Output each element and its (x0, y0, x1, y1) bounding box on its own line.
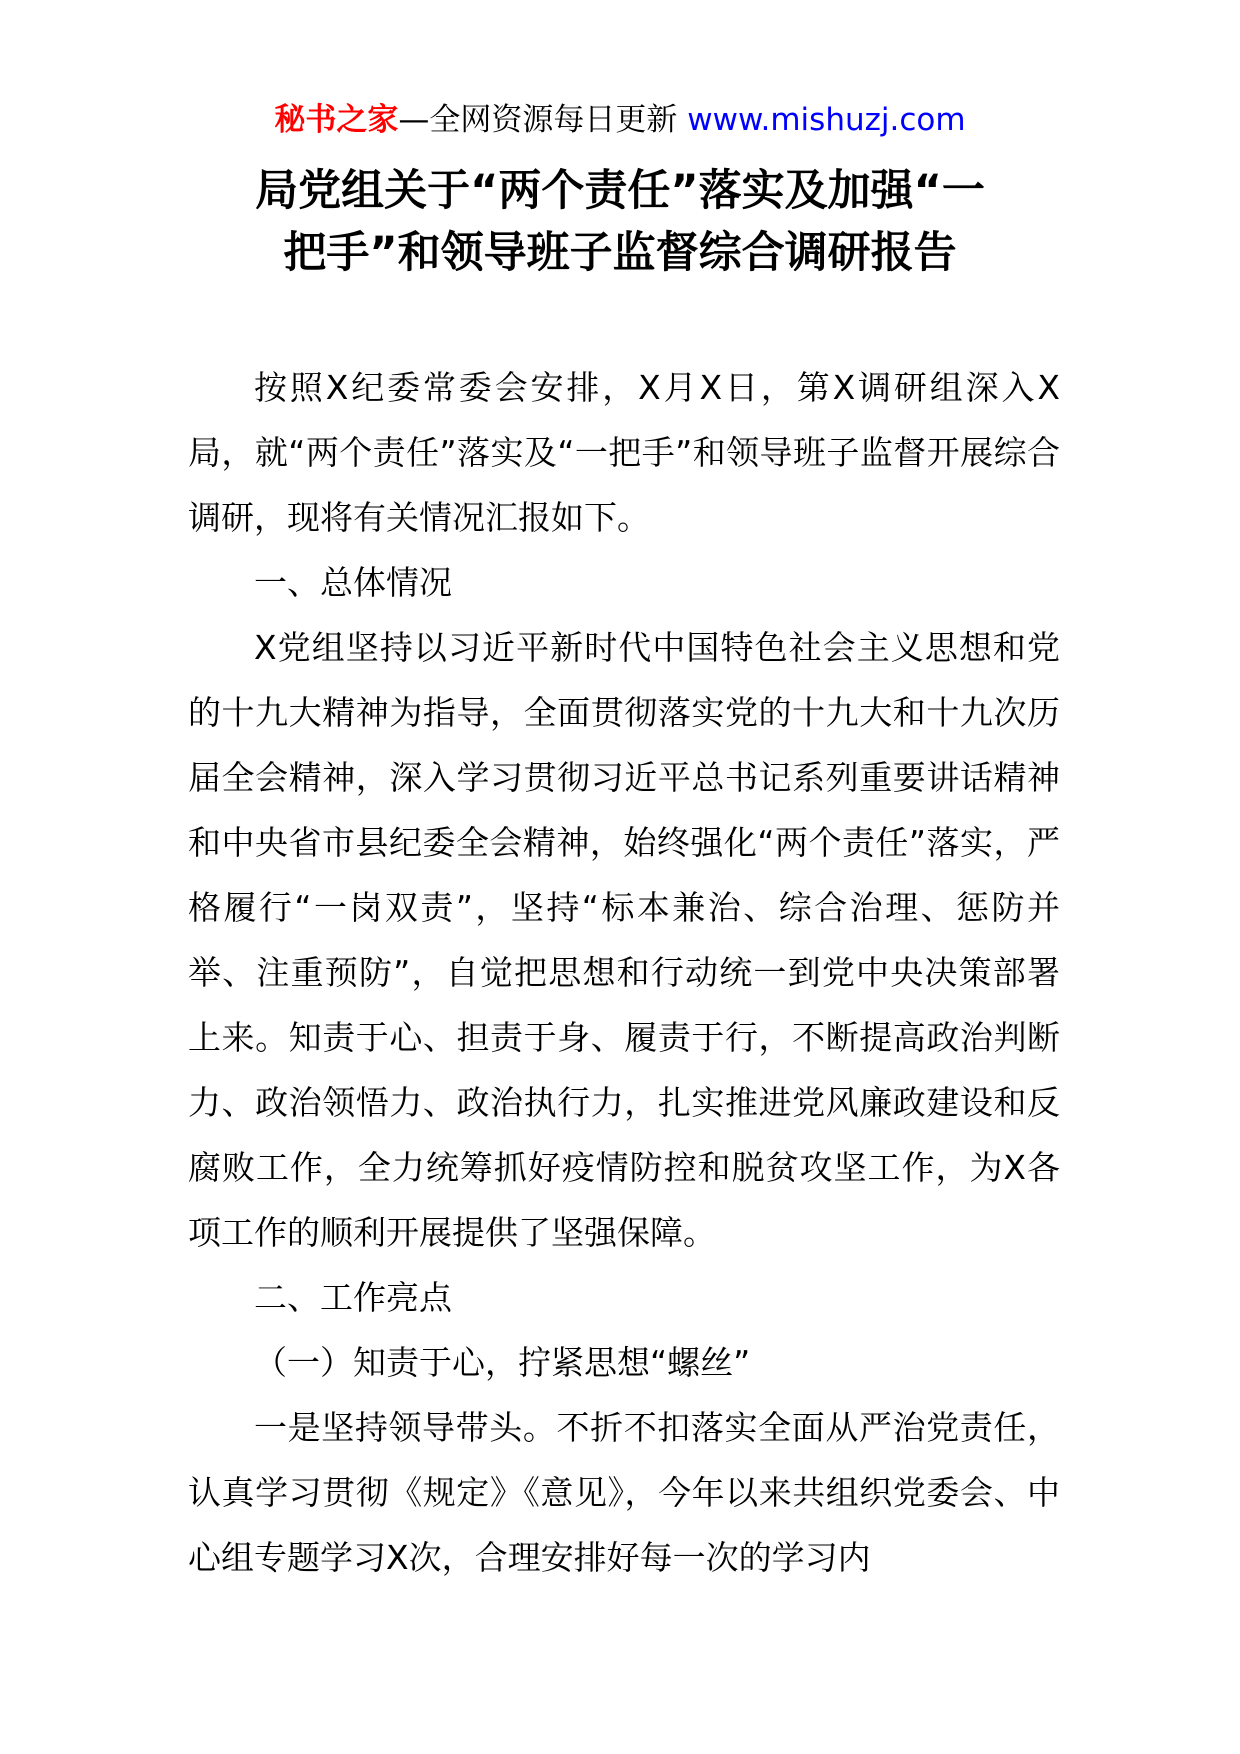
site-header (0, 100, 1240, 140)
site-url-link[interactable]: www.mishuzj.com (687, 102, 966, 138)
document-body (188, 355, 1060, 1590)
site-tagline: —全网资源每日更新 (398, 102, 688, 138)
leadership-paragraph: 一是坚持领导带头。不折不扣落实全面从严治党责任，认真学习贯彻《规定》《意见》，今年以来共组织党委会、中心组专题学习X次，合理安排好每一次的学习内 (188, 1408, 1060, 1577)
section-heading-highlights: 二、工作亮点 (254, 1278, 452, 1317)
overview-paragraph: X党组坚持以习近平新时代中国特色社会主义思想和党的十九大精神为指导，全面贯彻落实党的十九大和十九次历届全会精神，深入学习贯彻习近平总书记系列重要讲话精神和中央省市县纪委全会精神，始终强化“两个责任”落实，严格履行“一岗双责”，坚持“标本兼治、综合治理、惩防并举、注重预防”，自觉把思想和行动统一到党中央决策部署上来。知责于心、担责于身、履责于行，不断提高政治判断力、政治领悟力、政治执行力，扎实推进党风廉政建设和反腐败工作，全力统筹抓好疫情防控和脱贫攻坚工作，为X各项工作的顺利开展提供了坚强保障。 (188, 628, 1060, 1252)
document-title-line-1: 局党组关于“两个责任”落实及加强“一 (255, 166, 985, 216)
subsection-heading-1: （一）知责于心，拧紧思想“螺丝” (254, 1343, 751, 1382)
site-brand: 秘书之家 (274, 102, 399, 138)
intro-paragraph: 按照X纪委常委会安排，X月X日，第X调研组深入X局，就“两个责任”落实及“一把手”和领导班子监督开展综合调研，现将有关情况汇报如下。 (188, 368, 1060, 537)
section-heading-overview: 一、总体情况 (254, 563, 452, 602)
document-title-line-2: 把手”和领导班子监督综合调研报告 (283, 228, 957, 278)
document-title (180, 160, 1060, 284)
